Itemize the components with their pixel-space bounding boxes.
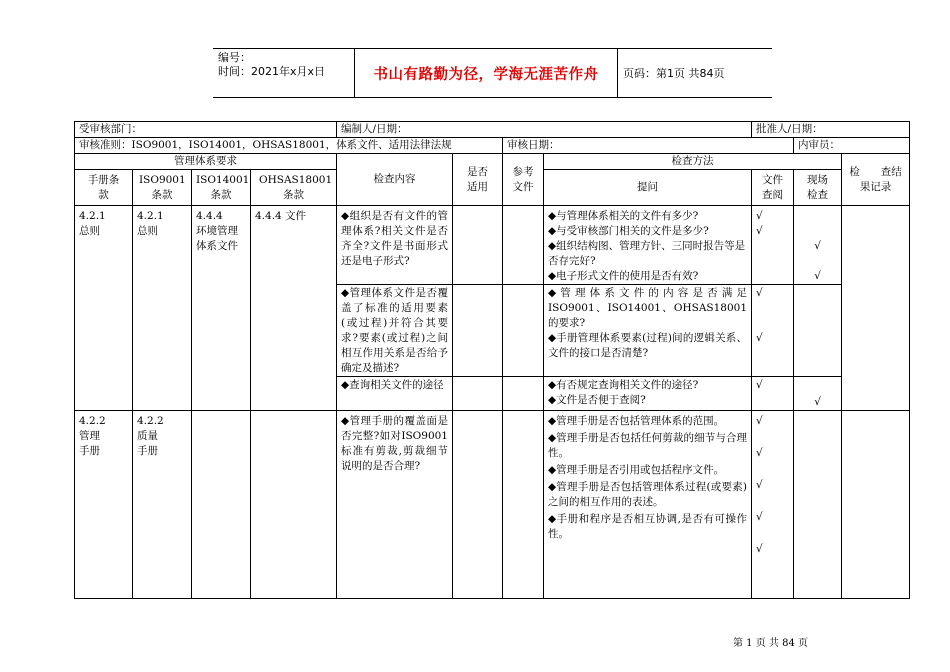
questions-cell	[544, 377, 752, 411]
header-meta	[218, 51, 325, 79]
check-mark: √	[756, 332, 763, 344]
onsite-check-cell	[794, 411, 842, 599]
questions-cell	[544, 411, 752, 599]
questions-header: 提问	[544, 170, 752, 206]
question-item: ◆组织结构图、管理方针、三同时报告等是否存完好?	[548, 240, 746, 267]
ref-docs-cell	[503, 411, 544, 599]
page-code: 页码：第1页 共84页	[623, 67, 725, 80]
question-item: ◆手册和程序是否相互协调,是否有可操作性。	[548, 513, 748, 540]
table-row	[75, 206, 910, 285]
onsite-check-cell	[794, 206, 842, 285]
time-label: 时间：2021年x月x日	[218, 65, 326, 78]
check-content: ◆组织是否有文件的管理体系?相关文件是否齐全?文件是书面形式还是电子形式?	[337, 206, 453, 285]
result-header: 检 查结果记录	[842, 154, 910, 206]
check-mark: √	[814, 240, 821, 252]
editor-date-field: 编制人/日期：	[337, 122, 752, 138]
applicable-cell	[453, 206, 503, 285]
check-method-header: 检查方法	[544, 154, 842, 170]
check-mark: √	[756, 225, 763, 237]
mgmt-req-header: 管理体系要求	[75, 154, 337, 170]
number-label: 编号：	[218, 51, 251, 64]
iso9001-header: ISO9001条款	[133, 170, 192, 206]
question-item: ◆有否规定查询相关文件的途径?	[548, 379, 699, 391]
question-item: ◆与管理体系相关的文件有多少?	[548, 210, 699, 222]
question-item: ◆电子形式文件的使用是否有效?	[548, 270, 699, 282]
doc-review-cell	[752, 285, 794, 377]
question-item: ◆文件是否便于查阅?	[548, 394, 646, 406]
header-motto: 书山有路勤为径，学海无涯苦作舟	[373, 66, 599, 83]
audit-checklist-table	[74, 121, 910, 599]
doc-review-cell	[752, 377, 794, 411]
questions-cell	[544, 206, 752, 285]
manual-clause: 4.2.1 总则	[75, 206, 133, 411]
check-mark: √	[756, 210, 763, 222]
onsite-check-cell	[794, 285, 842, 377]
audited-dept-field: 受审核部门：	[75, 122, 337, 138]
check-mark: √	[756, 511, 763, 523]
applicable-cell	[453, 285, 503, 377]
check-mark: √	[756, 287, 763, 299]
ohsas-clause: 4.4.4 文件	[251, 206, 337, 411]
check-mark: √	[814, 270, 821, 282]
check-mark: √	[814, 396, 821, 408]
manual-clause-header: 手册条款	[75, 170, 133, 206]
iso14001-clause: 4.4.4 环境管理体系文件	[192, 206, 251, 411]
check-mark: √	[756, 479, 763, 491]
applicable-cell	[453, 377, 503, 411]
ohsas-header: OHSAS18001条款	[251, 170, 337, 206]
ref-docs-cell	[503, 285, 544, 377]
check-mark: √	[756, 379, 763, 391]
question-item: ◆管理手册是否包括任何剪裁的细节与合理性。	[548, 432, 748, 459]
doc-review-cell	[752, 206, 794, 285]
page-footer: 第 1 页 共 84 页	[733, 638, 808, 649]
criteria-field: 审核准则：ISO9001，ISO14001，OHSAS18001，体系文件、适用法律法规	[75, 138, 503, 154]
iso14001-clause	[192, 411, 251, 599]
check-mark: √	[756, 447, 763, 459]
ref-docs-cell	[503, 206, 544, 285]
question-item: ◆管理手册是否包括管理体系的范围。	[548, 415, 725, 427]
iso14001-header: ISO14001条款	[192, 170, 251, 206]
approver-date-field: 批准人/日期：	[752, 122, 910, 138]
question-item: ◆手册管理体系要素(过程)间的逻辑关系、文件的接口是否清楚?	[548, 332, 748, 359]
result-cell	[842, 411, 910, 599]
ohsas-clause	[251, 411, 337, 599]
question-item: ◆管理手册是否包括管理体系过程(或要素)之间的相互作用的表述。	[548, 481, 748, 508]
questions-cell	[544, 285, 752, 377]
check-mark: √	[756, 415, 763, 427]
onsite-check-cell	[794, 377, 842, 411]
header-row-1	[75, 154, 910, 170]
applicable-header: 是否适用	[453, 154, 503, 206]
check-content: ◆管理手册的覆盖面是否完整?如对ISO9001标准有剪裁,剪裁细节说明的是否合理?	[337, 411, 453, 599]
question-item: ◆管理手册是否引用或包括程序文件。	[548, 464, 725, 476]
form-row-1	[75, 122, 910, 138]
audit-date-field: 审核日期：	[503, 138, 794, 154]
ref-docs-header: 参考文件	[503, 154, 544, 206]
result-cell	[842, 206, 910, 411]
header-divider	[617, 49, 618, 97]
question-item: ◆与受审核部门相关的文件是多少?	[548, 225, 709, 237]
form-row-2	[75, 138, 910, 154]
check-content: ◆查询相关文件的途径	[337, 377, 453, 411]
check-content-header: 检查内容	[337, 154, 453, 206]
applicable-cell	[453, 411, 503, 599]
page-header	[213, 48, 772, 98]
onsite-check-header: 现场检查	[794, 170, 842, 206]
manual-clause: 4.2.2 管理 手册	[75, 411, 133, 599]
doc-review-header: 文件查阅	[752, 170, 794, 206]
ref-docs-cell	[503, 377, 544, 411]
table-row	[75, 411, 910, 599]
iso9001-clause: 4.2.1 总则	[133, 206, 192, 411]
doc-review-cell	[752, 411, 794, 599]
iso9001-clause: 4.2.2 质量 手册	[133, 411, 192, 599]
auditor-field: 内审员：	[794, 138, 910, 154]
check-content: ◆管理体系文件是否覆盖了标准的适用要素(或过程)并符合其要求?要素(或过程)之间相互作用关系是否给予确定及描述?	[337, 285, 453, 377]
question-item: ◆管理体系文件的内容是否满足ISO9001、ISO14001、OHSAS18001的要求?	[548, 287, 748, 329]
check-mark: √	[756, 543, 763, 555]
